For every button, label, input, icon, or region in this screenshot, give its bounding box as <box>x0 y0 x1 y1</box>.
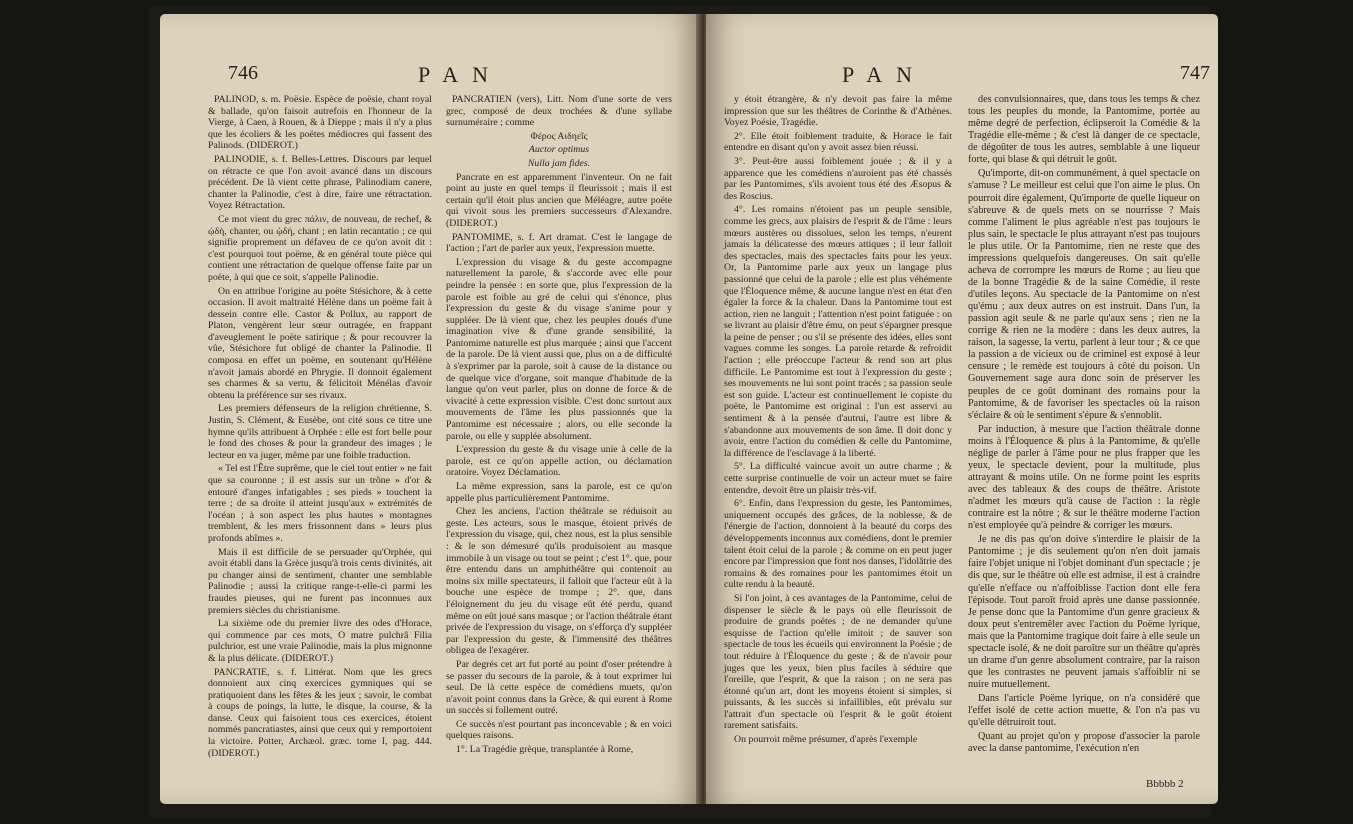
paragraph: Si l'on joint, à ces avantages de la Pantomime, celui de dispenser le siècle & le pays où elle fleurissoit de produire de grands poëtes ; de ne demander qu'une esquisse de l'action qu'elle imitoit ; de sauver son spectacle de tous les écueils qui environnent la Poésie ; de tout réduire à l'Éloquence du geste ; & de n'avoir pour juges que les yeux, bien plus faciles à séduire que l'oreille, que l'esprit, & que la raison ; on ne sera pas étonné qu'un art, dont les moyens étoient si simples, si puissants, & les succès si infaillibles, eût prévalu sur l'attrait d'un spectacle où l'esprit & le goût étoient rarement satisfaits. <box>724 592 952 732</box>
paragraph: 5°. La difficulté vaincue avoit un autre charme ; & cette surprise continuelle de voir un acteur muet se faire entendre, devoit être un plaisir très-vif. <box>724 461 952 496</box>
paragraph: des convulsionnaires, que, dans tous les temps & chez tous les peuples du monde, la Pantomime, portée au même degré de perfection, éclipseroit la Comédie & la Tragédie elle-même ; & c'est là danger de ce spectacle, de dégoûter de tous les autres, semblable à une liqueur forte, qui blase & qui détruit le goût. <box>968 94 1200 166</box>
left-column-2 <box>446 94 672 758</box>
paragraph: 6°. Enfin, dans l'expression du geste, les Pantomimes, uniquement occupés des grâces, de la noblesse, & de l'énergie de l'action, donnoient à la beauté du corps des développements inconnus aux comédiens, dont le premier talent étoit celui de la parole ; & comme on en peut juger encore par l'impression que font nos danses, l'idolâtrie des romains & des romaines pour les pantomimes étoit un culte rendu à la beauté. <box>724 498 952 591</box>
paragraph: On en attribue l'origine au poëte Stésichore, & à cette occasion. Il avoit maltraité Hélène dans un poëme fait à dessein contre elle. Castor & Pollux, au rapport de Platon, vengèrent leur sœur outragée, en frappant d'aveuglement le poëte satirique ; & pour recouvrer la vûe, Stésichore fut obligé de chanter la Palinodie. Il composa en effet un poëme, en soutenant qu'Hélène n'avoit jamais abordé en Phrygie. Il donnoit également ses charmes & sa vertu, & félicitoit Ménélas d'avoir obtenu la préférence sur ses rivaux. <box>208 285 432 401</box>
entry-palinod: PALINOD, s. m. Poësie. Espèce de poësie, chant royal & ballade, qu'on faisoit autrefois en l'honneur de la Vierge, à Caen, à Rouen, & à Dieppe ; mais il n'y a plus que les écoliers & les poëtes médiocres qui fassent des Palinods. (DIDEROT.) <box>208 94 432 152</box>
paragraph: Par degrés cet art fut porté au point d'oser prétendre à se passer du secours de la parole, & à tout exprimer lui seul. De là cette espèce de comédiens muets, qu'on n'avoit point connus dans la Grèce, & qui eurent à Rome un succès si follement outré. <box>446 658 672 717</box>
entry-pancratien: PANCRATIEN (vers), Litt. Nom d'une sorte de vers grec, composé de deux trochées & d'une syllabe surnuméraire ; comme <box>446 94 672 129</box>
verse-greek: Φέρος Αιδηεῖς <box>530 130 588 142</box>
right-column-1 <box>724 94 952 748</box>
paragraph: 3°. Peut-être aussi foiblement jouée ; & il y a apparence que les comédiens n'auroient pas été chassés par les Pantomimes, s'ils avoient tous été des Æsopus & des Roscius. <box>724 155 952 202</box>
left-page <box>160 14 700 804</box>
entry-pancratie: PANCRATIE, s. f. Littérat. Nom que les grecs donnoient aux cinq exercices gymniques qui se pratiquoient dans les fêtes & les jeux ; savoir, le combat à coups de poings, la lutte, le disque, la course, & la danse. Ceux qui faisoient tous ces exercices, étoient nommés pancratiastes, ainsi que ceux qui y remportoient la victoire. Potter, Archæol. græc. tome I, pag. 444. (DIDEROT.) <box>208 666 432 759</box>
paragraph: Quant au projet qu'on y propose d'associer la parole avec la danse pantomime, l'exécution n'en <box>968 731 1200 755</box>
verse-latin-2: Nulla jam fides. <box>527 157 591 169</box>
paragraph: 1°. La Tragédie grèque, transplantée à Rome, <box>456 744 634 756</box>
paragraph: Je ne dis pas qu'on doive s'interdire le plaisir de la Pantomime ; je dis seulement qu'on n'en doit jamais faire l'objet unique ni l'objet dominant d'un spectacle ; je dis que, sur le théâtre où elle est admise, il est à craindre qu'elle n'efface ou n'affoiblisse l'action dont elle fera l'épisode. Tout paroît froid après une danse passionnée. Je pense donc que la Pantomime d'un genre gracieux & doux peut s'entremêler avec l'action du Poëme lyrique, mais que la Pantomime tragique doit faire à elle seule un spectacle isolé, & ne doit paroître sur un théâtre qu'après un drame d'un genre absolument contraire, par la raison que les contrastes ne peuvent jamais s'affoiblir ni se nuire mutuellement. <box>968 534 1200 690</box>
paragraph: Qu'importe, dit-on communément, à quel spectacle on s'amuse ? Le meilleur est celui que l'on aime le plus. On pourroit dire également, Qu'importe de quelle liqueur on s'abreuve & de quels mets on se nourrisse ? Mais comme l'aliment le plus agréable n'est pas toujours le plus sain, le spectacle le plus attrayant n'est pas toujours le plus utile. Or la Pantomime, rien ne reste que des impressions quelquefois dangereuses. On sait qu'elle acheva de corrompre les mœurs de Rome ; au lieu que de la bonne Tragédie & de la saine Comédie, il reste d'utiles leçons. Au spectacle de la Pantomime on n'est qu'ému ; aux deux autres on est instruit. Dans l'un, la passion agit seule & ne parle qu'aux sens ; rien ne la corrige & rien ne la modère : dans les deux autres, la raison, la sagesse, la vertu, parlent à leur tour ; & ce que la passion a de vicieux ou de criminel est exposé à leur censure ; le remède est toujours à côté du poison. Un Gouvernement sage aura donc soin de préserver les peuples de ce goût dominant des romains pour la Pantomime, & de favoriser les spectacles où la raison s'éclaire & où le sentiment s'épure & s'ennoblit. <box>968 168 1200 421</box>
paragraph: Ce succès n'est pourtant pas inconcevable ; & en voici quelques raisons. <box>446 718 672 742</box>
paragraph: La sixième ode du premier livre des odes d'Horace, qui commence par ces mots, O matre pulchrâ Filia pulchrior, est une vraie Palinodie, mais la plus mignonne & la plus délicate. (DIDEROT.) <box>208 618 432 664</box>
entry-pantomime: PANTOMIME, s. f. Art dramat. C'est le langage de l'action ; l'art de parler aux yeux, l'expression muette. <box>446 231 672 255</box>
paragraph: L'expression du geste & du visage unie à celle de la parole, est ce qu'on appelle action, ou déclamation oratoire. Voyez Déclamation. <box>446 444 672 479</box>
running-head-right: PAN <box>842 62 926 87</box>
paragraph: Chez les anciens, l'action théâtrale se réduisoit au geste. Les acteurs, sous le masque, étoient privés de l'expression du visage, qui, chez nous, est la plus sensible : & le son démesuré qu'ils produisoient au masque immobile à un visage ou tout se peint ; c'est 1°. que, pour être entendu dans un amphithéâtre qui contenoit au moins six mille spectateurs, il falloit que l'acteur eût à la bouche une espèce de trompe ; 2°. que, dans l'éloignement du jeu du visage eût été perdu, quand même on eût joué sans masque ; or l'action théâtrale étant privée de l'expression du visage, on s'efforça d'y suppléer par l'expression du geste, & l'immensité des théâtres obligea de l'exagérer. <box>446 506 672 657</box>
verse-latin-1: Auctor optimus <box>528 144 590 156</box>
paragraph: On pourroit même présumer, d'après l'exemple <box>734 734 918 746</box>
paragraph: 4°. Les romains n'étoient pas un peuple sensible, comme les grecs, aux plaisirs de l'esprit & de l'âme : leurs mœurs austères ou dissolues, selon les temps, n'eurent jamais la délicatesse des mœurs attiques ; il leur falloit des spectacles, mais des spectacles faits pour les yeux. Or, la Pantomime parle aux yeux un langage plus passionné que celui de la parole ; elle est plus véhémente que l'Éloquence même, & aucune langue n'est en état d'en égaler la force & la chaleur. Dans la Pantomime tout est action, rien ne languit ; l'attention n'est point fatiguée : on se livrant au plaisir d'être ému, on peut s'épargner presque la peine de penser ; ou s'il se présente des idées, elles sont vagues comme les songes. La parole retarde & refroidit l'action ; elle préoccupe l'acteur & rend son art plus difficile. Le Pantomime est tout à l'expression du geste ; ses mouvements ne lui sont point tracés ; sa passion seule est son guide. L'acteur est continuellement le copiste du poëte, le Pantomime est original : l'un est asservi au sentiment & à la pensée d'autrui, l'autre est libre & s'abandonne aux mouvements de son âme. Il doit donc y avoir, entre l'action du comédien & celle du Pantomime, la différence de l'esclavage à la liberté. <box>724 204 952 459</box>
page-number-left: 746 <box>228 62 258 84</box>
paragraph: Pancrate en est apparemment l'inventeur. On ne fait point au juste en quel temps il fleurissoit ; mais il est certain qu'il étoit plus ancien que Méléagre, autre poëte qui vivoit sous les premiers successeurs d'Alexandre. (DIDEROT.) <box>446 171 672 229</box>
running-head-left: PAN <box>418 62 502 87</box>
right-page <box>706 14 1218 804</box>
printer-signature: Bbbbb 2 <box>1146 778 1184 790</box>
paragraph: Les premiers défenseurs de la religion chrétienne, S. Justin, S. Clément, & Eusèbe, ont cité sous ce titre une hymne qu'ils attribuent à Orphée : elle est fort belle pour le fond des choses & pour la grandeur des images ; le lecteur en va juger, même par une foible traduction. <box>208 403 432 461</box>
right-column-2 <box>968 94 1200 757</box>
paragraph: y étoit étrangère, & n'y devoit pas faire la même impression que sur les théâtres de Corinthe & d'Athènes. Voyez Poésie, Tragédie. <box>724 94 952 129</box>
paragraph: La même expression, sans la parole, est ce qu'on appelle plus particulièrement Pantomime. <box>446 481 672 504</box>
paragraph: Ce mot vient du grec πάλιν, de nouveau, de rechef, & ᾠδὴ, chanter, ou ᾠδή, chant ; en latin recantatio ; ce qui signifie proprement un défaveu de ce qu'on avoit dit : c'est pourquoi tout poëme, & en général toute pièce qui contient une rétractation de quelque offense faite par un poëte, à qui que ce soit, s'appelle Palinodie. <box>208 213 432 283</box>
entry-palinodie: PALINODIE, s. f. Belles-Lettres. Discours par lequel on rétracte ce que l'on avoit avancé dans un discours précédent. De là vient cette phrase, Palinodiam canere, chanter la Palinodie, c'est à dire, faire une rétractation. Voyez Rétractation. <box>208 153 432 212</box>
paragraph: Par induction, à mesure que l'action théâtrale donne moins à l'Éloquence & plus à la Pantomime, & qu'elle néglige de parler à l'âme pour ne plus frapper que les yeux, le spectacle devient, pour la multitude, plus attrayant & moins utile. On ne forme point les esprits avec des tableaux & des coups de théâtre. Aristote n'admet les mœurs qu'à cause de l'action : la règle contraire est la nôtre ; & sur le théâtre moderne l'action n'est employée qu'à peindre & corriger les mœurs. <box>968 423 1200 532</box>
quotation: « Tel est l'Être suprême, que le ciel tout entier » ne fait que sa couronne ; il est assis sur un trône » d'or & entouré d'anges infatigables ; ses pieds » touchent la terre ; de sa droite il atteint jusqu'aux » extrémités de l'océan ; à son aspect les plus hautes » montagnes tremblent, & les mers frissonnent dans » leurs plus profonds abîmes ». <box>208 463 432 544</box>
page-number-right: 747 <box>1180 62 1210 84</box>
left-column-1 <box>208 94 432 761</box>
paragraph: 2°. Elle étoit foiblement traduite, & Horace le fait entendre en disant qu'on y avoit assez bien réussi. <box>724 130 952 154</box>
paragraph: L'expression du visage & du geste accompagne naturellement la parole, & s'accorde avec elle pour peindre la pensée : en sorte que, plus l'expression de la parole est foible au gré de celui qui s'énonce, plus l'expression du geste & du visage s'anime pour y suppléer. De là vient que, chez les peuples doués d'une imagination vive & d'une grande sensibilité, la Pantomime naturelle est plus marquée ; ainsi que l'accent de la parole. De là vient aussi que, plus on a de difficulté à s'exprimer par la parole, soit à cause de la distance ou de quelque vice d'organe, soit manque d'habitude de la langue qu'on veut parler, plus on donne de force & de vivacité à cette expression visible. C'est donc surtout aux mouvements de l'âme les plus passionnés que la Pantomime est nécessaire ; alors, ou elle seconde la parole, ou elle y supplée absolument. <box>446 256 672 442</box>
paragraph: Dans l'article Poëme lyrique, on n'a considéré que l'effet isolé de cette action muette, & l'on n'a pas vu qu'elle détruiroit tout. <box>968 693 1200 729</box>
paragraph: Mais il est difficile de se persuader qu'Orphée, qui avoit établi dans la Grèce jusqu'à trois cents divinités, ait pu changer ainsi de sentiment, chanter une semblable Palinodie ; aussi la critique range-t-elle-ci parmi les fraudes pieuses, qui ne furent pas inconnues aux premiers siècles du christianisme. <box>208 546 432 616</box>
